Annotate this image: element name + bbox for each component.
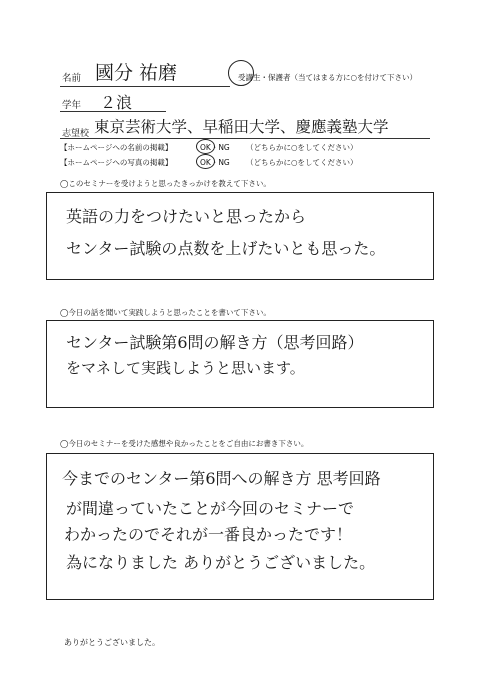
name-underline xyxy=(60,86,230,87)
hp-photo-label: 【ホームページへの写真の掲載】 xyxy=(60,158,173,167)
grade-label: 学年 xyxy=(62,100,82,111)
answer-1-line-1: 英語の力をつけたいと思ったから xyxy=(66,207,307,226)
grade-value: ２浪 xyxy=(100,93,133,112)
hp-name-label: 【ホームページへの名前の掲載】 xyxy=(60,143,173,152)
answer-2-line-2: をマネして実践しようと思います。 xyxy=(66,359,305,377)
answer-3-line-4: 為になりました ありがとうございました。 xyxy=(66,553,376,572)
school-underline xyxy=(60,138,430,139)
hp-name-ok-circle xyxy=(196,139,215,154)
hp-name-note: （どちらかに○をしてください） xyxy=(246,143,358,152)
question-3-prompt: ◯今日のセミナーを受けた感想や良かったことをご自由にお書き下さい。 xyxy=(60,439,309,448)
question-1-prompt: ◯このセミナーを受けようと思ったきっかけを教えて下さい。 xyxy=(60,179,271,188)
answer-3-line-1: 今までのセンター第6問への解き方 思考回路 xyxy=(62,469,381,488)
name-label: 名前 xyxy=(62,73,82,84)
question-2-prompt: ◯今日の話を聞いて実践しようと思ったことを書いて下さい。 xyxy=(60,308,271,317)
hp-photo-options: OK・NG xyxy=(200,158,230,167)
role-note: 受講生・保護者（当てはまる方に○を付けて下さい） xyxy=(238,73,418,82)
school-label: 志望校 xyxy=(62,129,90,139)
hp-name-options: OK・NG xyxy=(200,143,230,152)
hp-photo-note: （どちらかに○をしてください） xyxy=(246,158,358,167)
answer-3-line-3: わかったのでそれが一番良かったです！ xyxy=(64,525,353,544)
answer-2-line-1: センター試験第6問の解き方（思考回路） xyxy=(66,333,364,352)
name-value: 國分 祐磨 xyxy=(95,62,178,84)
answer-3-line-2: が間違っていたことが今回のセミナーで xyxy=(66,499,355,518)
answer-1-line-2: センター試験の点数を上げたいとも思った。 xyxy=(66,239,386,258)
thanks-text: ありがとうございました。 xyxy=(64,638,160,647)
school-value: 東京芸術大学、早稲田大学、慶應義塾大学 xyxy=(94,118,389,136)
grade-underline xyxy=(60,111,166,112)
hp-photo-ok-circle xyxy=(196,154,215,169)
